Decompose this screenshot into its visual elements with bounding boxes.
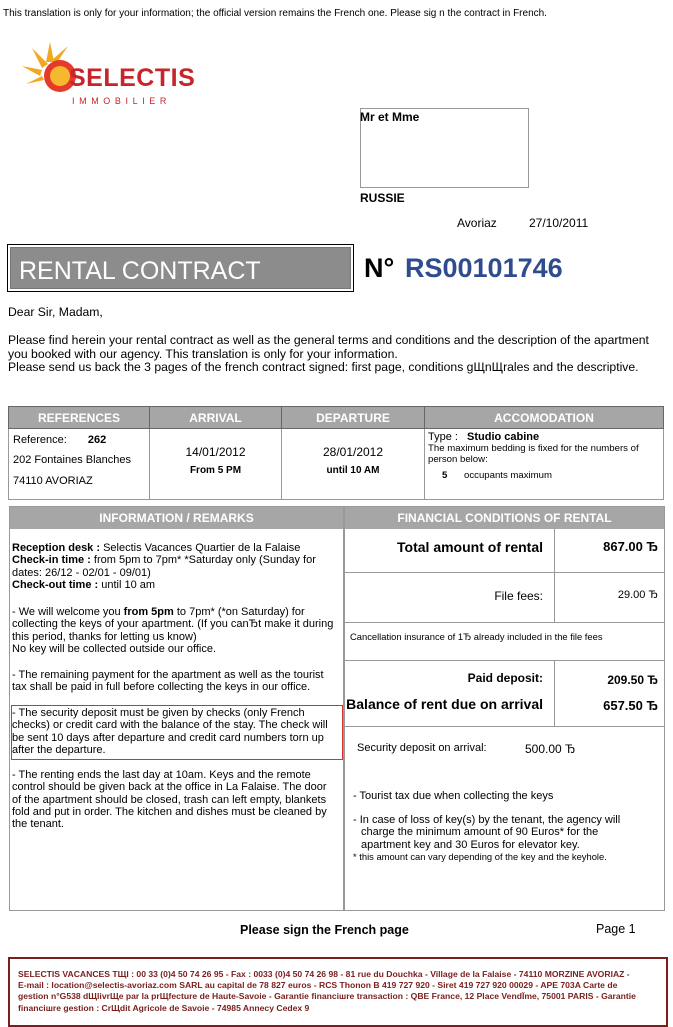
- end-line: fold and put in order. The kitchen and dishes must be cleaned by: [12, 805, 327, 818]
- col-references: REFERENCES: [9, 407, 150, 429]
- tourist-tax-note: - Tourist tax due when collecting the keys: [353, 790, 554, 802]
- end-line: the tenant.: [12, 818, 64, 831]
- arrival-date: 14/01/2012: [185, 445, 246, 459]
- sign-instruction: Please sign the French page: [240, 923, 409, 937]
- reception-value: Selectis Vacances Quartier de la Falaise: [103, 542, 301, 554]
- welcome-line: this period, thanks for letting us know): [12, 630, 197, 643]
- occupants-number: 5: [442, 470, 448, 481]
- fees-label: File fees:: [494, 589, 543, 603]
- footer-line: E-mail : location@selectis-avoriaz.com SARL au capital de 78 827 euros - RCS Thonon B 419 727 920 - Siret 419 727 920 00029 - APE 703A Carte de: [18, 980, 618, 991]
- loss-line: charge the minimum amount of 90 Euros* for the: [361, 826, 599, 839]
- information-header: INFORMATION / REMARKS: [10, 507, 343, 529]
- contract-title: RENTAL CONTRACT: [19, 257, 261, 285]
- accomodation-cell: [425, 429, 664, 500]
- footer-line: financiшre gestion : CrЩdit Agricole de Savoie - 74985 Annecy Cedex 9: [18, 1002, 310, 1013]
- reference-value: 262: [87, 434, 107, 446]
- page-number: Page 1: [596, 922, 636, 936]
- paid-label: Paid deposit:: [467, 671, 543, 685]
- deposit-line: - The security deposit must be given by checks (only French: [12, 707, 305, 719]
- contract-number: RS00101746: [405, 253, 563, 283]
- departure-cell: [282, 429, 425, 500]
- balance-value: 657.50 Ђ: [603, 698, 658, 713]
- company-footer: [8, 957, 668, 1027]
- letter-date: 27/10/2011: [529, 216, 589, 230]
- footer-line: SELECTIS VACANCES TЩl : 00 33 (0)4 50 74 26 95 - Fax : 0033 (0)4 50 74 26 98 - 81 rue du Douchka - Village de la Falaise - 74110 MORZINE AVORIAZ -: [18, 969, 630, 979]
- arrival-cell: [150, 429, 282, 500]
- cancellation-row: [345, 623, 664, 661]
- welcome-text: - We will welcome you: [12, 606, 124, 618]
- key-loss-note: [353, 814, 620, 864]
- reception-label: Reception desk :: [12, 542, 101, 554]
- payment-line: tax shall be paid in full before collecting the keys in our office.: [12, 681, 311, 694]
- col-arrival: ARRIVAL: [150, 407, 282, 429]
- welcome-line: collecting the keys of your apartment. (If you canЂt make it during: [12, 618, 334, 631]
- end-line: - The renting ends the last day at 10am. Keys and the remote: [12, 769, 311, 781]
- end-info: [12, 769, 342, 830]
- checkin-label: Check-in time :: [12, 554, 91, 567]
- payment-info: [12, 669, 342, 694]
- end-line: of the apartment should be closed, trash can left empty, blankets: [12, 793, 327, 806]
- total-value: 867.00 Ђ: [603, 539, 658, 554]
- translation-note: This translation is only for your information; the official version remains the French one. Please sig n the contract in French.: [3, 8, 547, 19]
- col-accomodation: ACCOMODATION: [425, 407, 664, 429]
- deposit-highlight: [11, 705, 343, 760]
- footer-line: gestion n°G538 dЩlivrЩe par la prЩfecture de Haute-Savoie - Garantie financiшre transaction : QBE France, 12 Place VendЇme, 75001 PARIS - Garantie: [18, 991, 636, 1002]
- type-value: Studio cabine: [467, 431, 540, 443]
- type-label: Type :: [428, 431, 458, 443]
- deposit-line: be sent 10 days after departure and credit card numbers torn up: [12, 731, 324, 744]
- checkout-value: until 10 am: [101, 578, 156, 591]
- payment-line: - The remaining payment for the apartment as well as the tourist: [12, 669, 324, 681]
- col-departure: DEPARTURE: [282, 407, 425, 429]
- letter-place: Avoriaz: [457, 216, 497, 230]
- recipient-salutation: Mr et Mme: [360, 110, 420, 124]
- contract-number-label: N°: [364, 253, 395, 283]
- logo-text: SELECTIS: [69, 64, 196, 92]
- address-line: 202 Fontaines Blanches: [13, 454, 132, 466]
- loss-line: apartment key and 30 Euros for elevator key.: [361, 838, 580, 851]
- intro-line: Please send us back the 3 pages of the french contract signed: first page, conditions gЩnЩrales and the descriptive.: [8, 360, 639, 374]
- greeting: Dear Sir, Madam,: [8, 305, 103, 319]
- loss-footnote: * this amount can vary depending of the key and the keyhole.: [353, 851, 607, 863]
- cancellation-note: Cancellation insurance of 1Ђ already included in the file fees: [350, 631, 603, 642]
- reference-label: Reference:: [13, 434, 67, 446]
- occupants-label: occupants maximum: [464, 470, 552, 481]
- fees-value: 29.00 Ђ: [617, 589, 658, 601]
- intro-line: you booked with our agency. This translation is only for your information.: [8, 346, 398, 361]
- logo-subtext: IMMOBILIER: [72, 96, 172, 106]
- bedding-note: The maximum bedding is fixed for the numbers of person below:: [428, 443, 639, 465]
- welcome-info: [12, 606, 342, 655]
- fees-row: [345, 573, 664, 623]
- security-value: 500.00 Ђ: [525, 742, 576, 756]
- paid-value: 209.50 Ђ: [607, 673, 658, 687]
- address-line: 74110 AVORIAZ: [13, 475, 93, 487]
- total-row: [345, 529, 664, 573]
- checkin-dates: dates: 26/12 - 02/01 - 09/01): [12, 566, 151, 579]
- loss-line: - In case of loss of key(s) by the tenant, the agency will: [353, 814, 621, 826]
- contract-title-box: [7, 244, 354, 292]
- financial-panel: [344, 506, 665, 911]
- welcome-line: No key will be collected outside our office.: [12, 642, 217, 655]
- arrival-time: From 5 PM: [189, 465, 242, 476]
- departure-time: until 10 AM: [326, 465, 380, 476]
- deposit-line: after the departure.: [12, 743, 106, 756]
- reception-info: [12, 542, 342, 591]
- deposit-line: checks) or credit card with the balance of the stay. The check will: [12, 719, 328, 732]
- intro-paragraph: [8, 334, 668, 375]
- security-label: Security deposit on arrival:: [357, 742, 487, 754]
- recipient-country: RUSSIE: [360, 191, 405, 205]
- financial-header: FINANCIAL CONDITIONS OF RENTAL: [345, 507, 664, 529]
- reference-table: [8, 406, 664, 500]
- deposit-rows: [345, 661, 664, 727]
- checkin-value: from 5pm to 7pm* *Saturday only (Sunday for: [93, 554, 316, 567]
- total-label: Total amount of rental: [397, 539, 543, 555]
- references-cell: [9, 429, 150, 500]
- balance-label: Balance of rent due on arrival: [346, 696, 543, 712]
- intro-line: Please find herein your rental contract as well as the general terms and conditions and the description of the apartment: [8, 333, 649, 347]
- end-line: control should be given back at the office in La Falaise. The door: [12, 781, 327, 794]
- checkout-label: Check-out time :: [12, 578, 99, 591]
- departure-date: 28/01/2012: [322, 445, 384, 459]
- welcome-time: from 5pm: [123, 606, 174, 618]
- welcome-text: to 7pm* (*on Saturday) for: [173, 606, 305, 618]
